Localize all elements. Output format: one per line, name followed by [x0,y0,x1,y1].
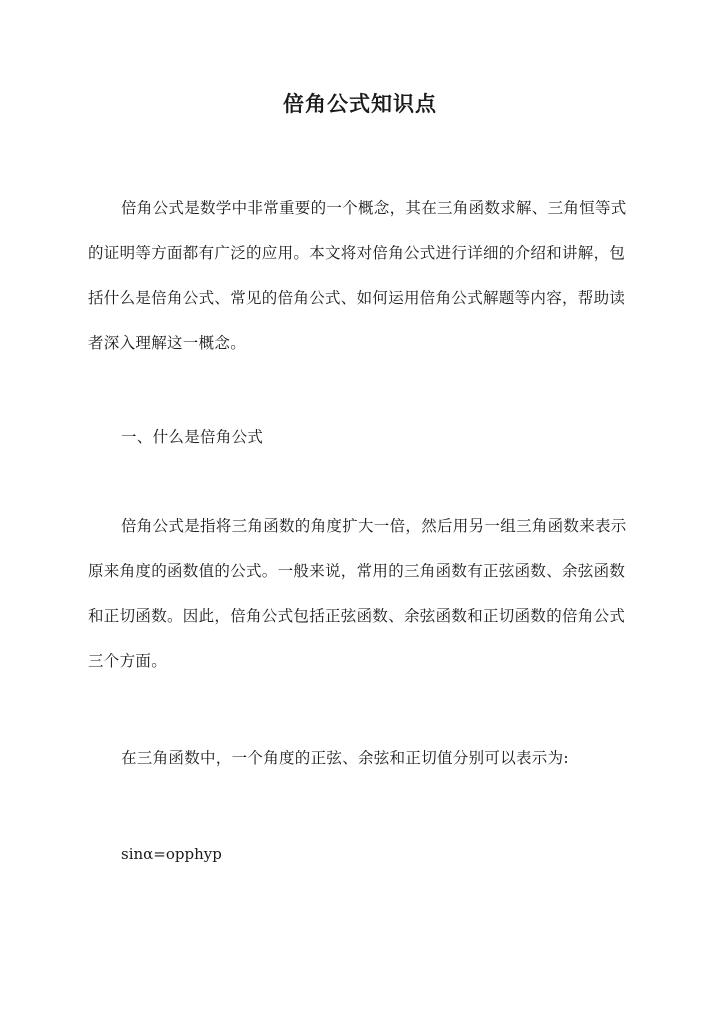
section-heading: 一、什么是倍角公式 [121,428,264,446]
sine-formula: sinα=opphyp [121,845,222,863]
document-title: 倍角公式知识点 [283,91,437,116]
definition-paragraph: 倍角公式是指将三角函数的角度扩大一倍，然后用另一组三角函数来表示原来角度的函数值的公式。一般来说，常用的三角函数有正弦函数、余弦函数和正切函数。因此，倍角公式包括正弦函数、余弦函数和正切函数的倍角公式三个方面。 [88,517,627,670]
lead-sentence: 在三角函数中，一个角度的正弦、余弦和正切值分别可以表示为: [121,749,569,767]
intro-paragraph: 倍角公式是数学中非常重要的一个概念，其在三角函数求解、三角恒等式的证明等方面都有广泛的应用。本文将对倍角公式进行详细的介绍和讲解，包括什么是倍角公式、常见的倍角公式、如何运用倍角公式解题等内容，帮助读者深入理解这一概念。 [88,199,627,352]
